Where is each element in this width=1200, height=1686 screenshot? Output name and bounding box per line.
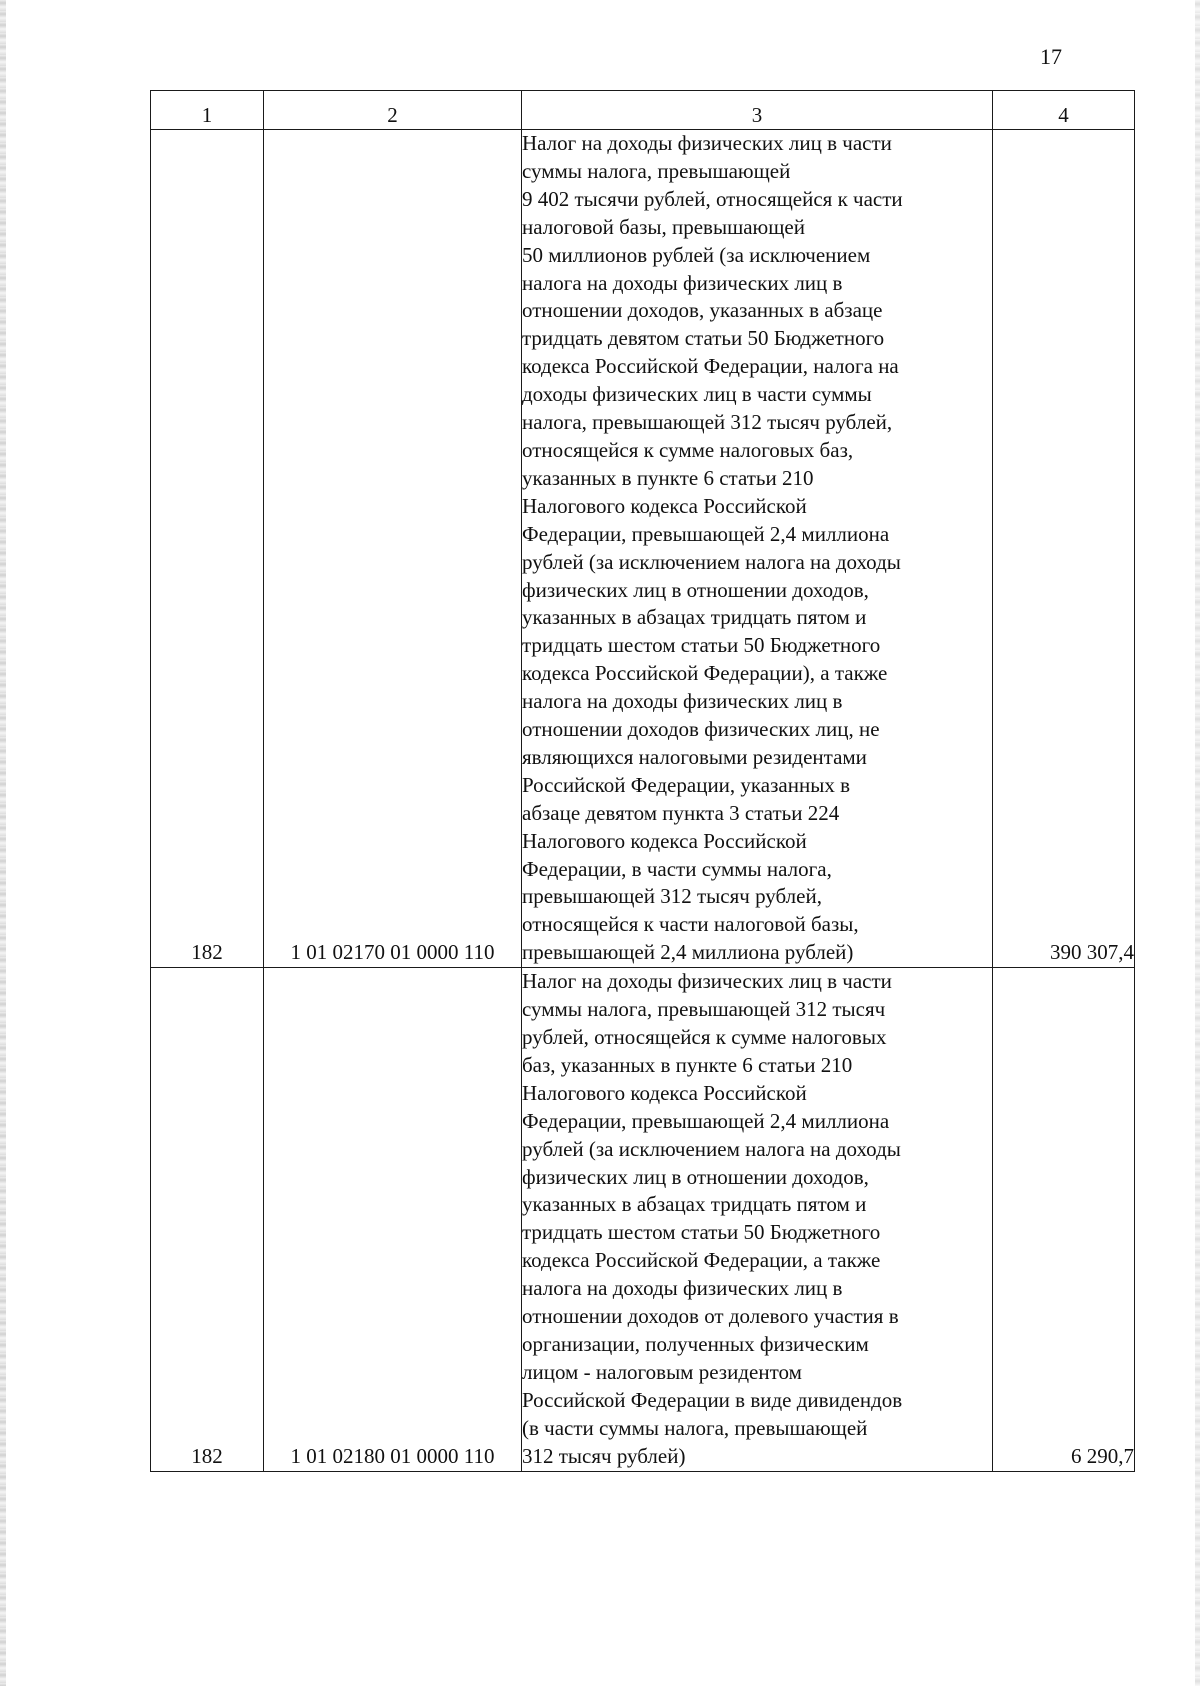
description-line: баз, указанных в пункте 6 статьи 210: [522, 1052, 853, 1077]
description-line: (в части суммы налога, превышающей: [522, 1415, 868, 1440]
kbk-code-cell: 1 01 02180 01 0000 110: [264, 968, 522, 1471]
description-line: Российской Федерации в виде дивидендов: [522, 1387, 903, 1412]
description-line: 9 402 тысячи рублей, относящейся к части: [522, 186, 903, 211]
description-line: рублей (за исключением налога на доходы: [522, 549, 901, 574]
description-line: налога, превышающей 312 тысяч рублей,: [522, 410, 893, 435]
amount-cell: 390 307,4: [993, 130, 1135, 968]
description-cell: [522, 130, 993, 968]
page-number: 17: [1040, 44, 1062, 69]
description-line: Федерации, превышающей 2,4 миллиона: [522, 1108, 890, 1133]
admin-code-cell: 182: [151, 130, 264, 968]
column-header-3: 3: [522, 91, 993, 130]
description-line: налога на доходы физических лиц в: [522, 1276, 843, 1301]
column-header-2: 2: [264, 91, 522, 130]
description-line: Налогового кодекса Российской: [522, 1080, 807, 1105]
description-line: кодекса Российской Федерации), а также: [522, 661, 888, 686]
description-line: Налог на доходы физических лиц в части: [522, 131, 892, 155]
description-line: рублей (за исключением налога на доходы: [522, 1136, 901, 1161]
scan-edge-right: [1195, 0, 1200, 1686]
description-line: превышающей 2,4 миллиона рублей): [522, 940, 854, 965]
description-line: рублей, относящейся к сумме налоговых: [522, 1025, 887, 1049]
description-line: Федерации, превышающей 2,4 миллиона: [522, 521, 890, 546]
description-line: налога на доходы физических лиц в: [522, 689, 843, 714]
description-line: 50 миллионов рублей (за исключением: [522, 242, 871, 267]
description-line: Налогового кодекса Российской: [522, 493, 807, 518]
description-line: являющихся налоговыми резидентами: [522, 744, 867, 769]
description-line: суммы налога, превышающей 312 тысяч: [522, 997, 886, 1022]
description-line: отношении доходов, указанных в абзаце: [522, 298, 883, 323]
description-line: налоговой базы, превышающей: [522, 214, 805, 239]
description-line: доходы физических лиц в части суммы: [522, 382, 872, 407]
description-line: превышающей 312 тысяч рублей,: [522, 884, 822, 909]
column-header-4: 4: [993, 91, 1135, 130]
kbk-code-cell: 1 01 02170 01 0000 110: [264, 130, 522, 968]
description-line: Налогового кодекса Российской: [522, 828, 807, 853]
description-line: тридцать шестом статьи 50 Бюджетного: [522, 1220, 881, 1245]
table-row: [151, 968, 1135, 1471]
description-line: абзаце девятом пункта 3 статьи 224: [522, 800, 840, 825]
table-header-row: [151, 91, 1135, 130]
description-line: Российской Федерации, указанных в: [522, 772, 850, 797]
description-line: физических лиц в отношении доходов,: [522, 577, 869, 602]
description-line: кодекса Российской Федерации, налога на: [522, 354, 899, 379]
description-line: лицом - налоговым резидентом: [522, 1359, 802, 1384]
description-line: Налог на доходы физических лиц в части: [522, 969, 892, 994]
description-line: указанных в пункте 6 статьи 210: [522, 465, 814, 490]
description-line: указанных в абзацах тридцать пятом и: [522, 605, 867, 630]
scan-edge-left: [0, 0, 6, 1686]
revenue-table: [150, 90, 1135, 1472]
description-line: указанных в абзацах тридцать пятом и: [522, 1192, 867, 1217]
admin-code-cell: 182: [151, 968, 264, 1471]
column-header-1: 1: [151, 91, 264, 130]
description-line: налога на доходы физических лиц в: [522, 270, 843, 295]
amount-cell: 6 290,7: [993, 968, 1135, 1471]
description-line: кодекса Российской Федерации, а также: [522, 1248, 881, 1273]
description-line: суммы налога, превышающей: [522, 158, 791, 183]
description-line: тридцать девятом статьи 50 Бюджетного: [522, 326, 885, 351]
description-line: организации, полученных физическим: [522, 1331, 869, 1356]
description-cell: [522, 968, 993, 1471]
description-line: тридцать шестом статьи 50 Бюджетного: [522, 633, 881, 658]
description-line: относящейся к сумме налоговых баз,: [522, 437, 854, 462]
description-line: Федерации, в части суммы налога,: [522, 856, 832, 881]
description-line: физических лиц в отношении доходов,: [522, 1164, 869, 1189]
description-line: отношении доходов физических лиц, не: [522, 717, 880, 742]
table-row: [151, 130, 1135, 968]
description-line: 312 тысяч рублей): [522, 1443, 686, 1468]
description-line: относящейся к части налоговой базы,: [522, 912, 859, 937]
description-line: отношении доходов от долевого участия в: [522, 1304, 899, 1329]
